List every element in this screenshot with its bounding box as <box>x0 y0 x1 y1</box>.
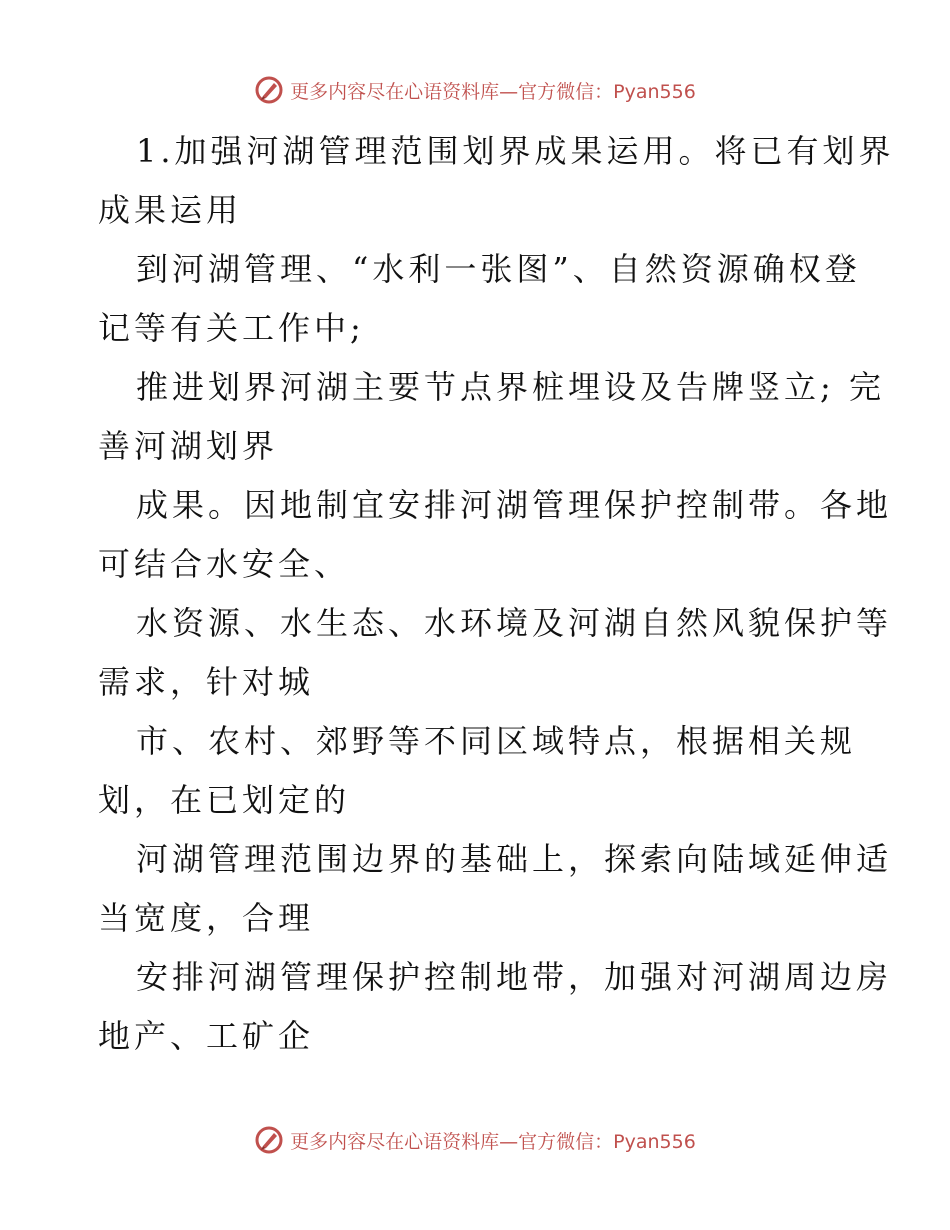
text-line: 记等有关工作中; <box>98 309 365 347</box>
text-line: 水资源、水生态、水环境及河湖自然风貌保护等 <box>136 604 893 642</box>
text-line: 地产、工矿企 <box>98 1017 315 1055</box>
text-line: 成果运用 <box>98 191 243 229</box>
text-line: 当宽度，合理 <box>98 899 315 937</box>
header-watermark <box>0 70 950 110</box>
footer-watermark <box>0 1120 950 1160</box>
text-line: 推进划界河湖主要节点界桩埋设及告牌竖立; 完 <box>136 368 885 406</box>
text-line: 划，在已划定的 <box>98 781 351 819</box>
text-line: 市、农村、郊野等不同区域特点，根据相关规 <box>136 722 857 760</box>
text-line: 安排河湖管理保护控制地带，加强对河湖周边房 <box>136 958 893 996</box>
pen-logo-icon <box>254 1125 284 1155</box>
document-body <box>98 122 895 1066</box>
text-line: 1.加强河湖管理范围划界成果运用。将已有划界 <box>136 132 895 170</box>
text-line: 到河湖管理、“水利一张图”、自然资源确权登 <box>136 250 861 288</box>
text-line: 河湖管理范围边界的基础上，探索向陆域延伸适 <box>136 840 893 878</box>
pen-logo-icon <box>254 75 284 105</box>
text-line: 善河湖划界 <box>98 427 279 465</box>
text-line: 可结合水安全、 <box>98 545 351 583</box>
text-line: 成果。因地制宜安排河湖管理保护控制带。各地 <box>136 486 893 524</box>
watermark-text: 更多内容尽在心语资料库—官方微信：Pyan556 <box>290 80 696 103</box>
watermark-text: 更多内容尽在心语资料库—官方微信：Pyan556 <box>290 1130 696 1153</box>
text-line: 需求，针对城 <box>98 663 315 701</box>
